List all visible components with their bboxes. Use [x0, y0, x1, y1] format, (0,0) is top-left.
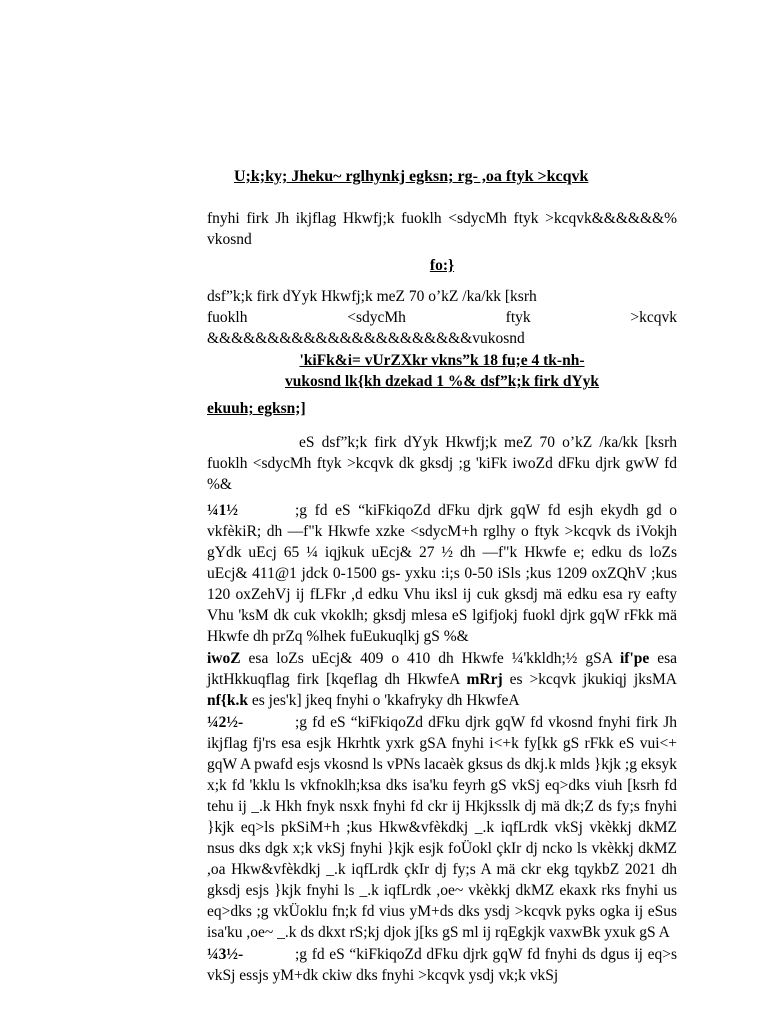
boundary-paragraph	[207, 648, 677, 711]
point-2-number: ¼2½-	[207, 714, 244, 731]
west-label: if'pe	[619, 650, 650, 667]
point-3	[207, 944, 677, 986]
point-2	[207, 712, 677, 943]
document-title: U;k;ky; Jheku~ rglhynkj egksn; rg- ,oa ftyk >kcqvk	[234, 168, 589, 185]
east-text: esa loZs uEcj& 409 o 410 dh Hkwfe ¼'kkldh;½ gSA	[240, 650, 620, 667]
point-3-text: ;g fd eS “kiFkiqoZd dFku djrk gqW fd fnyhi ds dgus ij eq>s vkSj essjs yM+dk ckiw dks fnyhi >kcqvk ysdj vk;k vkSj	[207, 946, 677, 984]
point-1	[207, 500, 677, 647]
east-label: iwoZ	[207, 650, 241, 667]
intro-paragraph: eS dsf”k;k firk dYyk Hkwfj;k meZ 70 o’kZ /ka/kk [ksrh fuoklh <sdycMh ftyk >kcqvk dk gksdj ;g 'kiFk iwoZd dFku djrk gwW fd %&	[207, 434, 677, 493]
south-label: nf{k.k	[207, 692, 249, 709]
respondent-word: fuoklh	[207, 309, 248, 326]
north-text: es >kcqvk jkukiqj jksMA	[502, 671, 677, 688]
point-1-number: ¼1½	[207, 502, 238, 519]
south-text: es jes'k] jkeq fnyhi o 'kkafryky dh HkwfeA	[248, 692, 520, 709]
respondent-word: >kcqvk	[630, 309, 677, 326]
respondent-word: ftyk	[505, 309, 531, 326]
north-label: mRrj	[466, 671, 503, 688]
affidavit-heading-line-1: 'kiFk&i= vUrZXkr vkns”k 18 fu;e 4 tk-nh-	[299, 352, 585, 369]
point-2-text: ;g fd eS “kiFkiqoZd dFku djrk gqW fd vkosnd fnyhi firk Jh ikjflag fj'rs esa esjk Hkrhtk yxrk gSA fnyhi i<+k fy[kk gS rFkk eS vui<+ gqW A pwafd esjs vkosnd ls vPNs lacaèk gksus ds dkj.k mlds }kjk ;g eksyk x;k fd 'kklu ls vkfnoklh;ksa dks isa'ku feyrh gS vkSj eq>dks viuh [ksrh fd tehu ij _.k Hkh fnyk nsxk fnyhi fd ckr ij Hkjksslk dj mä dk;Z ds fy;s fnyhi }kjk eq>ls pkSiM+h ;kus Hkw&vfèkdkj _.k iqfLrdk vkSj vkèkkj dkMZ nsus dks dgk x;k vkSj fnyhi }kjk esjk foÜokl çkIr dj ncko ls vkèkkj dkMZ ,oa Hkw&vfèkdkj _.k iqfLrdk çkIr dj fy;s A mä ckr ekg tqykbZ 2021 dh gksdj esjs }kjk fnyhi ls _.k iqfLrdk ,oe~ vkèkkj dkMZ ekaxk rks fnyhi us eq>dks ;g vkÜoklu fn;k fd vius yM+ds dks ysdj >kcqvk pyks ogka ij eSus isa'ku ,oe~ _.k ds dkxt rS;kj djok j[ks gS ml ij rqEgkjk vaxwBk yxuk gS A	[207, 714, 677, 941]
respondent-word: <sdycMh	[347, 309, 406, 326]
versus-label: fo:}	[429, 257, 455, 274]
respondent-line-1: dsf”k;k firk dYyk Hkwfj;k meZ 70 o’kZ /ka/kk [ksrh	[207, 288, 537, 305]
point-1-text: ;g fd eS “kiFkiqoZd dFku djrk gqW fd esjh ekydh gd o vkfèkiR; dh —f"k Hkwfe xzke <sdycM+h rglhy o ftyk >kcqvk ds iVokjh gYdk uEcj 65 ¼ iqjkuk uEcj& 27 ½ dh —f"k Hkwfe e; edku ds loZs uEcj& 411@1 jdck 0-1500 gs- yxku :i;s 0-50 iSls ;kus 1209 oxZQhV ;kus 120 oxZehVj ij fLFkr ,d edku Vhu iksl ij cuk gksdj mä edku esa ry eafty Vhu 'ksM dk cuk vkoklh; gksdj mlesa eS lgifjokj fuokl djrk gqW rFkk mä Hkwfe dh prZq %lhek fuEukuqlkj gS %&	[207, 502, 677, 645]
salutation: ekuuh; egksn;]	[207, 400, 306, 417]
respondent-paragraph	[207, 286, 677, 349]
respondent-line-2	[207, 307, 677, 328]
west-text: esa jktHkkuqflag firk [kqeflag dh HkwfeA	[207, 650, 677, 688]
point-3-number: ¼3½-	[207, 946, 244, 963]
applicant-paragraph: fnyhi firk Jh ikjflag Hkwfj;k fuoklh <sdycMh ftyk >kcqvk&&&&&&% vkosnd	[207, 210, 677, 248]
respondent-line-3: &&&&&&&&&&&&&&&&&&&&&&vukosnd	[207, 330, 525, 347]
affidavit-heading-line-2: vukosnd lk{kh dzekad 1 %& dsf”k;k firk dYyk	[284, 373, 600, 390]
affidavit-heading	[207, 350, 677, 392]
